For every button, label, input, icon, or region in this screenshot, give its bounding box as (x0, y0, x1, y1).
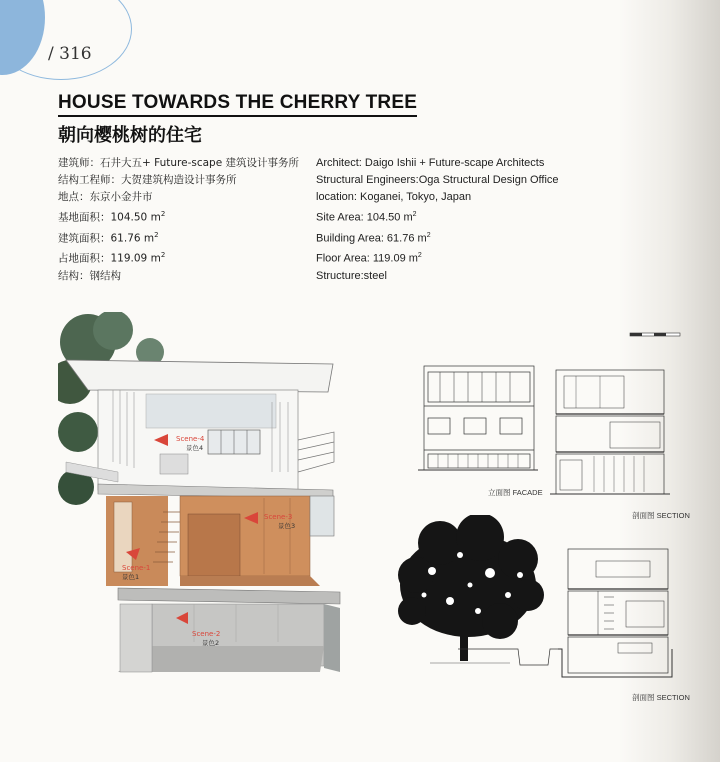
scene-2-cn: 景色2 (202, 639, 220, 647)
section-drawing-1 (550, 364, 670, 502)
info-cn-floor-area: 占地面积：119.09 $m^2$ (58, 251, 166, 265)
info-cn-structure: 结构：钢结构 (58, 269, 121, 282)
info-cn-building-area: 建筑面积：61.76 $m^2$ (58, 230, 159, 244)
info-en-site-area: Site Area: 104.50 $m^2$ (316, 211, 417, 224)
house-cutaway-render (58, 312, 350, 692)
scene-2-label: Scene-2 (192, 630, 221, 638)
facade-caption: 立面图 FACADE (488, 488, 543, 497)
middle-floor-wood (106, 496, 334, 586)
info-cn-site-area: 基地面积：104.50 $m^2$ (58, 210, 166, 224)
scene-3-cn: 景色3 (278, 522, 296, 530)
scene-1-label: Scene-1 (122, 564, 151, 572)
scale-bar (628, 325, 684, 339)
project-info-english (316, 155, 559, 285)
info-en-engineer: Structural Engineers:Oga Structural Design Office (316, 174, 559, 186)
info-en-structure: Structure:steel (316, 269, 387, 282)
section-drawing-2 (458, 545, 678, 691)
info-en-location: location: Koganei, Tokyo, Japan (316, 191, 472, 203)
scene-3-label: Scene-3 (264, 513, 293, 521)
info-en-architect: Architect: Daigo Ishii + Future-scape Architects (316, 157, 545, 169)
facade-elevation-drawing (418, 362, 538, 478)
scene-4-label: Scene-4 (176, 435, 205, 443)
scene-1-cn: 景色1 (122, 573, 140, 581)
info-cn-architect: 建筑师：石井大五+ Future-scape 建筑设计事务所 (58, 157, 300, 169)
page-number: / 316 (48, 44, 92, 64)
section-caption-2: 剖面图 SECTION (632, 693, 690, 702)
lower-floor-concrete (118, 588, 340, 672)
info-en-floor-area: Floor Area: 119.09 $m^2$ (316, 252, 422, 265)
info-cn-engineer: 结构工程师：大贺建筑构造设计事务所 (58, 174, 237, 186)
info-en-building-area: Building Area: 61.76 $m^2$ (316, 231, 431, 245)
title-english: HOUSE TOWARDS THE CHERRY TREE (58, 92, 417, 117)
info-cn-location: 地点：东京小金井市 (58, 191, 153, 203)
scene-4-cn: 景色4 (186, 444, 204, 452)
title-chinese: 朝向樱桃树的住宅 (58, 125, 202, 146)
project-info-chinese (58, 155, 299, 285)
section-caption-1: 剖面图 SECTION (632, 511, 690, 520)
upper-floor (66, 360, 334, 490)
